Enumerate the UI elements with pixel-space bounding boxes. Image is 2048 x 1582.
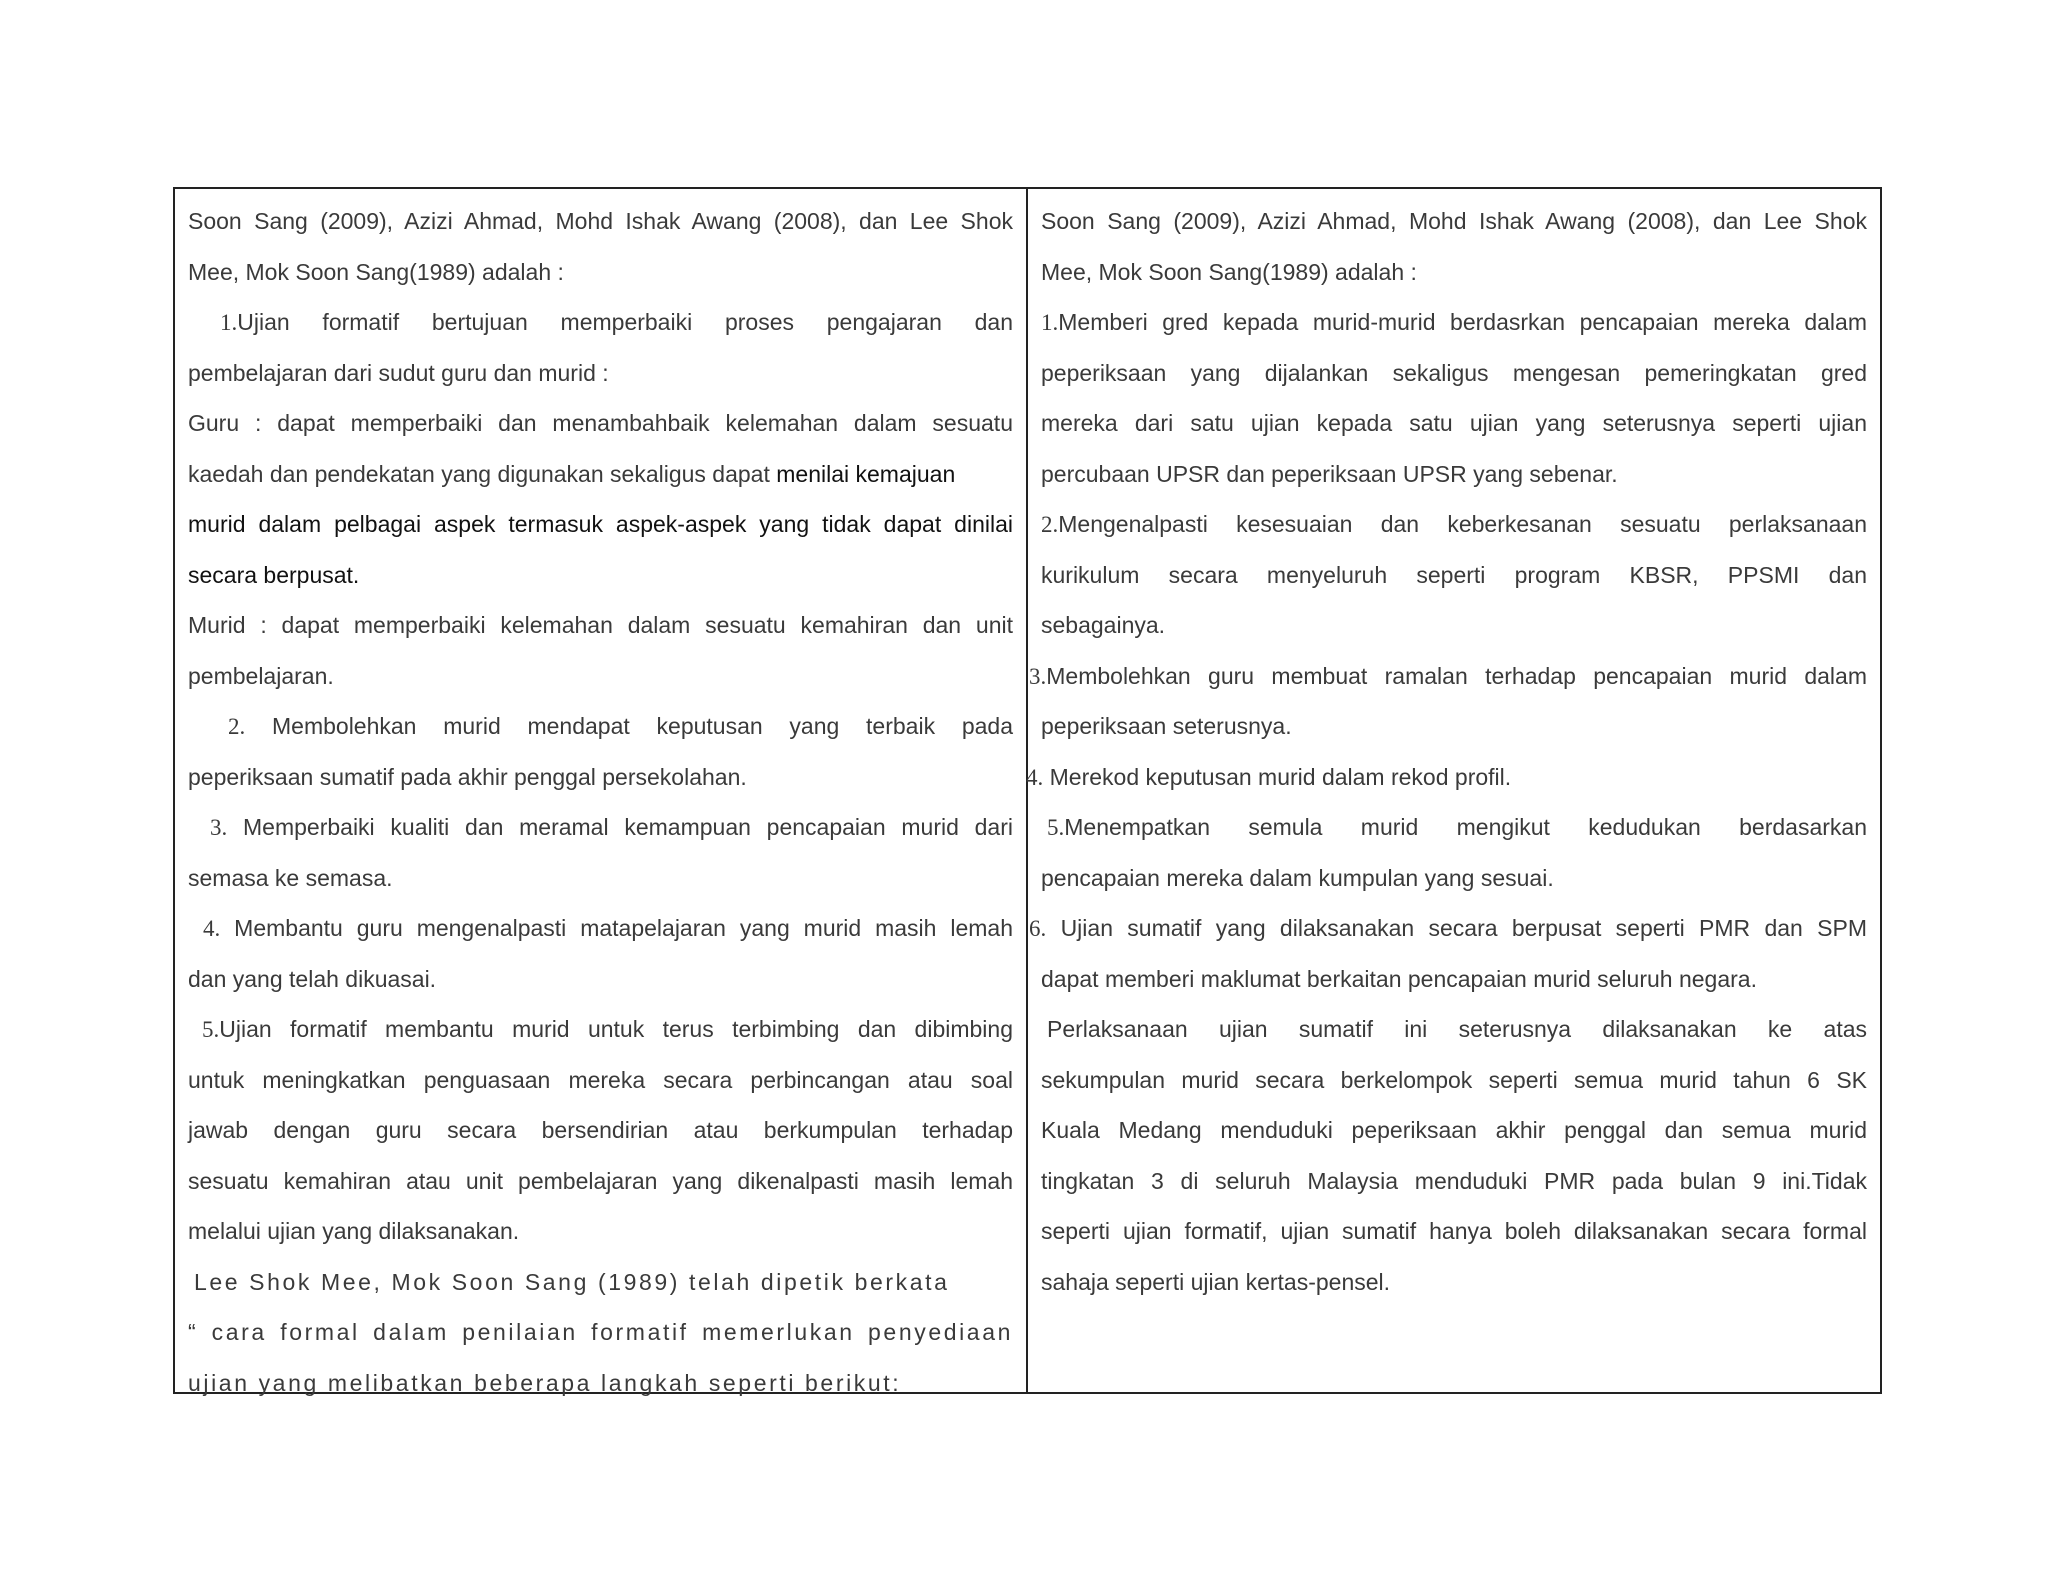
line-text: kaedah dan pendekatan yang digunakan sekaligus dapat [188,460,777,487]
left-line: untuk meningkatkan penguasaan mereka secara perbincangan atau soal [188,1066,1013,1093]
left-line: Mee, Mok Soon Sang(1989) adalah : [188,258,564,285]
right-line: sekumpulan murid secara berkelompok seperti semua murid tahun 6 SK [1041,1066,1867,1093]
item-text: Membolehkan murid mendapat keputusan yang terbaik pada [272,713,1013,739]
item-text: Memberi gred kepada murid-murid berdasrkan pencapaian mereka dalam [1058,309,1867,335]
item-number: 3. [210,815,228,840]
item-number: 1. [220,310,238,335]
item-number: 2. [1041,512,1059,537]
right-line: Soon Sang (2009), Azizi Ahmad, Mohd Ishak Awang (2008), dan Lee Shok [1041,208,1867,234]
right-line: seperti ujian formatif, ujian sumatif hanya boleh dilaksanakan secara formal [1041,1218,1867,1244]
left-line: Murid : dapat memperbaiki kelemahan dalam sesuatu kemahiran dan unit [188,612,1013,638]
left-line: dan yang telah dikuasai. [188,965,437,992]
right-line: sebagainya. [1041,612,1166,638]
right-line: Perlaksanaan ujian sumatif ini seterusnya dilaksanakan ke atas [1047,1016,1867,1042]
item-number: 3. [1029,663,1047,689]
right-item-1 [1041,297,1867,348]
item-text: Ujian formatif membantu murid untuk terus terbimbing dan dibimbing [219,1016,1013,1042]
right-line: Mee, Mok Soon Sang(1989) adalah : [1041,258,1417,285]
left-line: peperiksaan sumatif pada akhir penggal persekolahan. [188,763,747,790]
quote-text: “ cara formal dalam penilaian formatif memerlukan penyediaan [188,1319,1013,1345]
right-line: peperiksaan seterusnya. [1041,713,1292,739]
left-line: semasa ke semasa. [188,864,393,891]
left-line: pembelajaran. [188,662,334,689]
item-number: 5. [1047,815,1065,840]
left-item-2 [188,701,1013,752]
left-line: secara berpusat. [188,561,360,588]
left-line: sesuatu kemahiran atau unit pembelajaran yang dikenalpasti masih lemah [188,1167,1013,1194]
left-line: Guru : dapat memperbaiki dan menambahbaik kelemahan dalam sesuatu [188,410,1013,436]
item-number: 2. [228,714,246,739]
right-item-4 [1026,752,1867,803]
right-line: tingkatan 3 di seluruh Malaysia menduduki PMR pada bulan 9 ini.Tidak [1041,1167,1867,1194]
item-text: Ujian sumatif yang dilaksanakan secara berpusat seperti PMR dan SPM [1046,915,1867,941]
item-text: Mengenalpasti kesesuaian dan keberkesanan sesuatu perlaksanaan [1058,511,1867,537]
right-item-6 [1029,903,1867,954]
quote-text: ujian yang melibatkan beberapa langkah seperti berikut: [188,1369,902,1396]
right-item-3 [1029,651,1867,702]
left-item-1 [188,297,1013,348]
left-line: melalui ujian yang dilaksanakan. [188,1218,520,1244]
left-line: murid dalam pelbagai aspek termasuk aspek-aspek yang tidak dapat dinilai [188,511,1013,537]
right-column [1028,189,1880,1392]
right-line: pencapaian mereka dalam kumpulan yang sesuai. [1041,864,1554,891]
document-table [173,187,1882,1394]
right-line: Kuala Medang menduduki peperiksaan akhir penggal dan semua murid [1041,1117,1867,1143]
left-item-5 [188,1004,1013,1055]
right-line: peperiksaan yang dijalankan sekaligus mengesan pemeringkatan gred [1041,359,1867,386]
left-line [188,449,1013,500]
left-line: pembelajaran dari sudut guru dan murid : [188,359,609,386]
left-column [175,189,1028,1396]
right-line: mereka dari satu ujian kepada satu ujian yang seterusnya seperti ujian [1041,410,1867,436]
item-text: Membolehkan guru membuat ramalan terhadap pencapaian murid dalam [1046,662,1867,689]
highlight-text: menilai kemajuan [776,460,956,487]
right-line: sahaja seperti ujian kertas-pensel. [1041,1268,1391,1295]
item-number: 4. [1026,764,1044,790]
item-number: 1. [1041,310,1059,335]
right-line: dapat memberi maklumat berkaitan pencapaian murid seluruh negara. [1041,965,1757,992]
right-line: percubaan UPSR dan peperiksaan UPSR yang sebenar. [1041,460,1618,487]
item-number: 5. [202,1017,220,1042]
left-item-4 [188,903,1013,954]
right-item-2 [1041,499,1867,550]
item-text: Menempatkan semula murid mengikut kedudukan berdasarkan [1064,814,1867,840]
item-text: Membantu guru mengenalpasti matapelajaran yang murid masih lemah [234,915,1013,941]
quote-intro: Lee Shok Mee, Mok Soon Sang (1989) telah dipetik berkata [194,1268,950,1295]
item-text: Memperbaiki kualiti dan meramal kemampuan pencapaian murid dari [243,814,1013,840]
right-item-5 [1041,802,1867,853]
item-text: Ujian formatif bertujuan memperbaiki proses pengajaran dan [237,309,1013,335]
left-line: jawab dengan guru secara bersendirian atau berkumpulan terhadap [188,1117,1013,1143]
right-line: kurikulum secara menyeluruh seperti program KBSR, PPSMI dan [1041,561,1867,588]
item-text: Merekod keputusan murid dalam rekod profil. [1043,763,1512,790]
left-item-3 [188,802,1013,853]
item-number: 6. [1029,916,1047,941]
item-number: 4. [203,916,221,941]
left-line: Soon Sang (2009), Azizi Ahmad, Mohd Ishak Awang (2008), dan Lee Shok [188,208,1013,234]
